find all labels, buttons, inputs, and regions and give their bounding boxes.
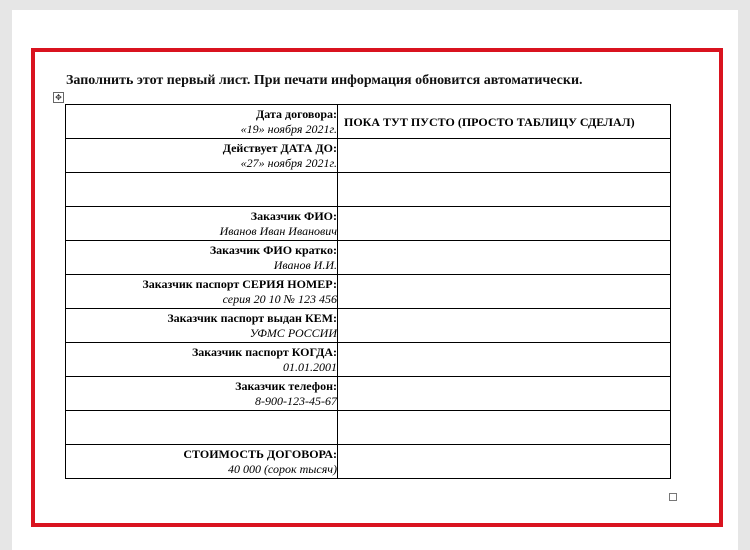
field-value: 40 000 (сорок тысяч) [227, 462, 337, 476]
field-label-cell[interactable] [66, 275, 338, 309]
field-label-cell[interactable] [66, 411, 338, 445]
field-value: 01.01.2001 [283, 360, 337, 374]
field-label: Заказчик ФИО кратко: [209, 243, 337, 257]
field-right-cell[interactable] [338, 173, 671, 207]
field-label: Заказчик телефон: [235, 379, 337, 393]
field-label-cell[interactable] [66, 241, 338, 275]
field-label-cell[interactable] [66, 207, 338, 241]
field-label: Заказчик паспорт выдан КЕМ: [167, 311, 337, 325]
contract-table [65, 104, 671, 479]
right-cell-text [338, 343, 670, 353]
field-right-cell[interactable] [338, 411, 671, 445]
field-value: Иванов И.И. [273, 258, 337, 272]
right-cell-text [338, 309, 670, 319]
table-row [66, 105, 671, 139]
field-right-cell[interactable] [338, 139, 671, 173]
field-right-cell[interactable] [338, 445, 671, 479]
field-label-cell[interactable] [66, 105, 338, 139]
field-label-cell[interactable] [66, 343, 338, 377]
field-value: 8-900-123-45-67 [255, 394, 337, 408]
right-cell-text [338, 377, 670, 387]
right-cell-text [338, 139, 670, 149]
field-value: УФМС РОССИИ [249, 326, 337, 340]
field-label-cell[interactable] [66, 377, 338, 411]
field-right-cell[interactable] [338, 275, 671, 309]
field-label-cell[interactable] [66, 173, 338, 207]
right-cell-text [338, 173, 670, 183]
move-cross-icon[interactable]: ✥ [53, 92, 64, 103]
table-row [66, 445, 671, 479]
field-label: Дата договора: [256, 107, 337, 121]
table-row [66, 139, 671, 173]
field-value: «27» ноября 2021г. [240, 156, 337, 170]
right-cell-text [338, 411, 670, 421]
field-right-cell[interactable] [338, 343, 671, 377]
instruction-text: Заполнить этот первый лист. При печати информация обновится автоматически. [66, 73, 583, 88]
right-cell-text [338, 207, 670, 217]
table-resize-handle[interactable] [669, 493, 677, 501]
field-value: «19» ноября 2021г. [240, 122, 337, 136]
table-row [66, 309, 671, 343]
field-right-cell[interactable] [338, 377, 671, 411]
table-row [66, 275, 671, 309]
table-row [66, 207, 671, 241]
right-cell-text [338, 445, 670, 455]
table-row [66, 411, 671, 445]
field-right-cell[interactable] [338, 207, 671, 241]
field-label: СТОИМОСТЬ ДОГОВОРА: [183, 447, 337, 461]
field-right-cell[interactable] [338, 105, 671, 139]
table-row [66, 173, 671, 207]
field-label [66, 411, 337, 413]
field-label-cell[interactable] [66, 309, 338, 343]
field-label-cell[interactable] [66, 445, 338, 479]
field-label: Заказчик паспорт СЕРИЯ НОМЕР: [142, 277, 337, 291]
field-label: Заказчик ФИО: [250, 209, 337, 223]
field-label-cell[interactable] [66, 139, 338, 173]
field-label [66, 173, 337, 175]
field-value: Иванов Иван Иванович [219, 224, 337, 238]
field-value: серия 20 10 № 123 456 [222, 292, 337, 306]
field-label: Действует ДАТА ДО: [222, 141, 337, 155]
right-cell-text [338, 241, 670, 251]
field-right-cell[interactable] [338, 309, 671, 343]
field-right-cell[interactable] [338, 241, 671, 275]
table-row [66, 343, 671, 377]
right-cell-text [338, 275, 670, 285]
right-cell-text: ПОКА ТУТ ПУСТО (ПРОСТО ТАБЛИЦУ СДЕЛАЛ) [344, 115, 635, 129]
table-row [66, 241, 671, 275]
field-label: Заказчик паспорт КОГДА: [191, 345, 337, 359]
table-row [66, 377, 671, 411]
